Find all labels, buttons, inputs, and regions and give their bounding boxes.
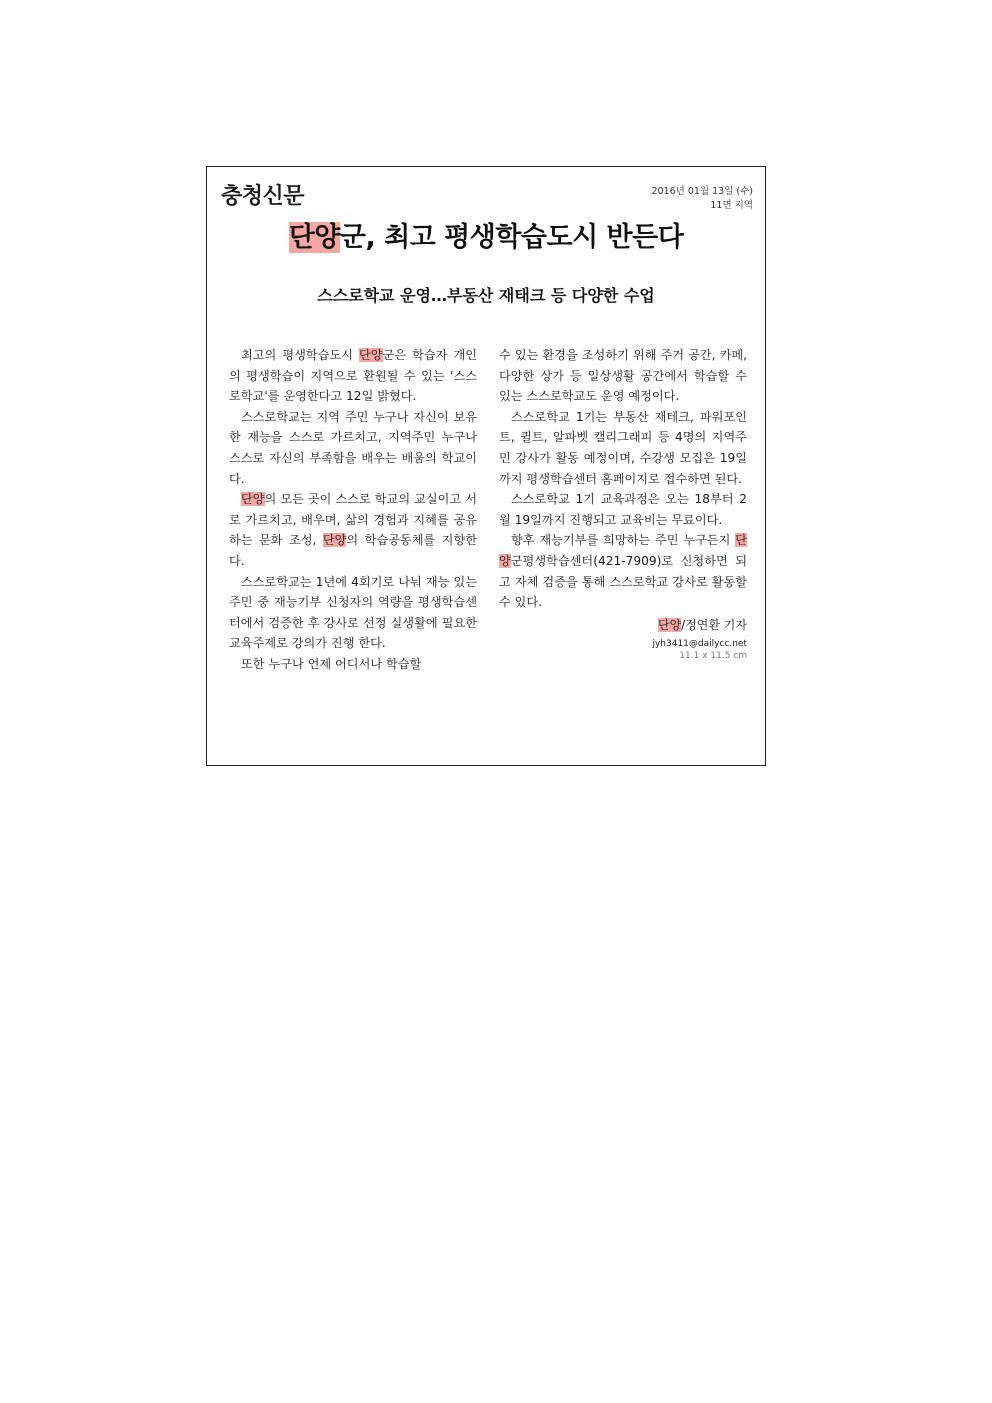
highlight-term: 단양 bbox=[359, 348, 383, 362]
article-headline bbox=[207, 215, 765, 254]
paragraph: 스스로학교는 1년에 4회기로 나눠 재능 있는 주민 중 재능기부 신청자의 역량을 평생학습센터에서 검증한 후 강사로 선정 실생활에 필요한 교육주제로 강의가 진행 한다. bbox=[229, 574, 477, 651]
paragraph: 스스로학교 1기는 부동산 재테크, 파워포인트, 퀼트, 알파벳 캘리그래피 등 4명의 지역주민 강사가 활동 예정이며, 수강생 모집은 19일까지 평생학습센터 홈페이지로 접수하면 된다. bbox=[499, 409, 747, 486]
headline-text: 군, 최고 평생학습도시 반든다 bbox=[339, 222, 684, 253]
body-column-right bbox=[499, 345, 747, 662]
newspaper-name: 충청신문 bbox=[221, 184, 305, 209]
highlight-term: 단양 bbox=[499, 533, 747, 568]
byline bbox=[499, 615, 747, 636]
paragraph: 향후 재능기부를 희망하는 주민 누구든지 단양군평생학습센터(421-7909)로 신청하면 되고 자체 검증을 통해 스스로학교 강사로 활동할 수 있다. bbox=[499, 533, 747, 610]
reporter-email: jyh3411@dailycc.net bbox=[652, 639, 747, 650]
clipping-size: 11.1 x 11.5 cm bbox=[679, 651, 747, 662]
paragraph: 스스로학교는 지역 주민 누구나 자신이 보유한 재능을 스스로 가르치고, 지역주민 누구나 스스로 자신의 부족함을 배우는 배움의 학교이다. bbox=[229, 409, 477, 486]
body-column-left bbox=[229, 345, 477, 675]
page-section: 11면 지역 bbox=[710, 200, 753, 211]
reporter-name: /정연환 기자 bbox=[681, 617, 747, 632]
newspaper-clipping bbox=[206, 166, 766, 766]
paragraph: 단양의 모든 곳이 스스로 학교의 교실이고 서로 가르치고, 배우며, 삶의 경험과 지혜를 공유하는 문화 조성, 단양의 학습공동체를 지향한다. bbox=[229, 492, 478, 568]
paragraph: 스스로학교 1기 교육과정은 오는 18부터 2월 19일까지 진행되고 교육비는 무료이다. bbox=[499, 492, 747, 527]
article-subheadline: 스스로학교 운영…부동산 재태크 등 다양한 수업 bbox=[317, 286, 655, 305]
byline-highlight: 단양 bbox=[657, 617, 682, 632]
paragraph: 최고의 평생학습도시 단양군은 학습자 개인의 평생학습이 지역으로 환원될 수 있는 '스스로학교'를 운영한다고 12일 밝혔다. bbox=[229, 348, 477, 404]
paragraph: 수 있는 환경을 조성하기 위해 주거 공간, 카페, 다양한 상가 등 일상생활 공간에서 학습할 수 있는 스스로학교도 운영 예정이다. bbox=[499, 348, 747, 404]
highlight-term: 단양 bbox=[322, 533, 347, 548]
paragraph: 또한 누구나 언제 어디서나 학습할 bbox=[241, 656, 422, 671]
publication-date: 2016년 01월 13일 (수) bbox=[651, 186, 753, 197]
publication-meta bbox=[651, 185, 753, 213]
highlight-term: 단양 bbox=[241, 492, 265, 507]
headline-highlight: 단양 bbox=[288, 222, 340, 253]
